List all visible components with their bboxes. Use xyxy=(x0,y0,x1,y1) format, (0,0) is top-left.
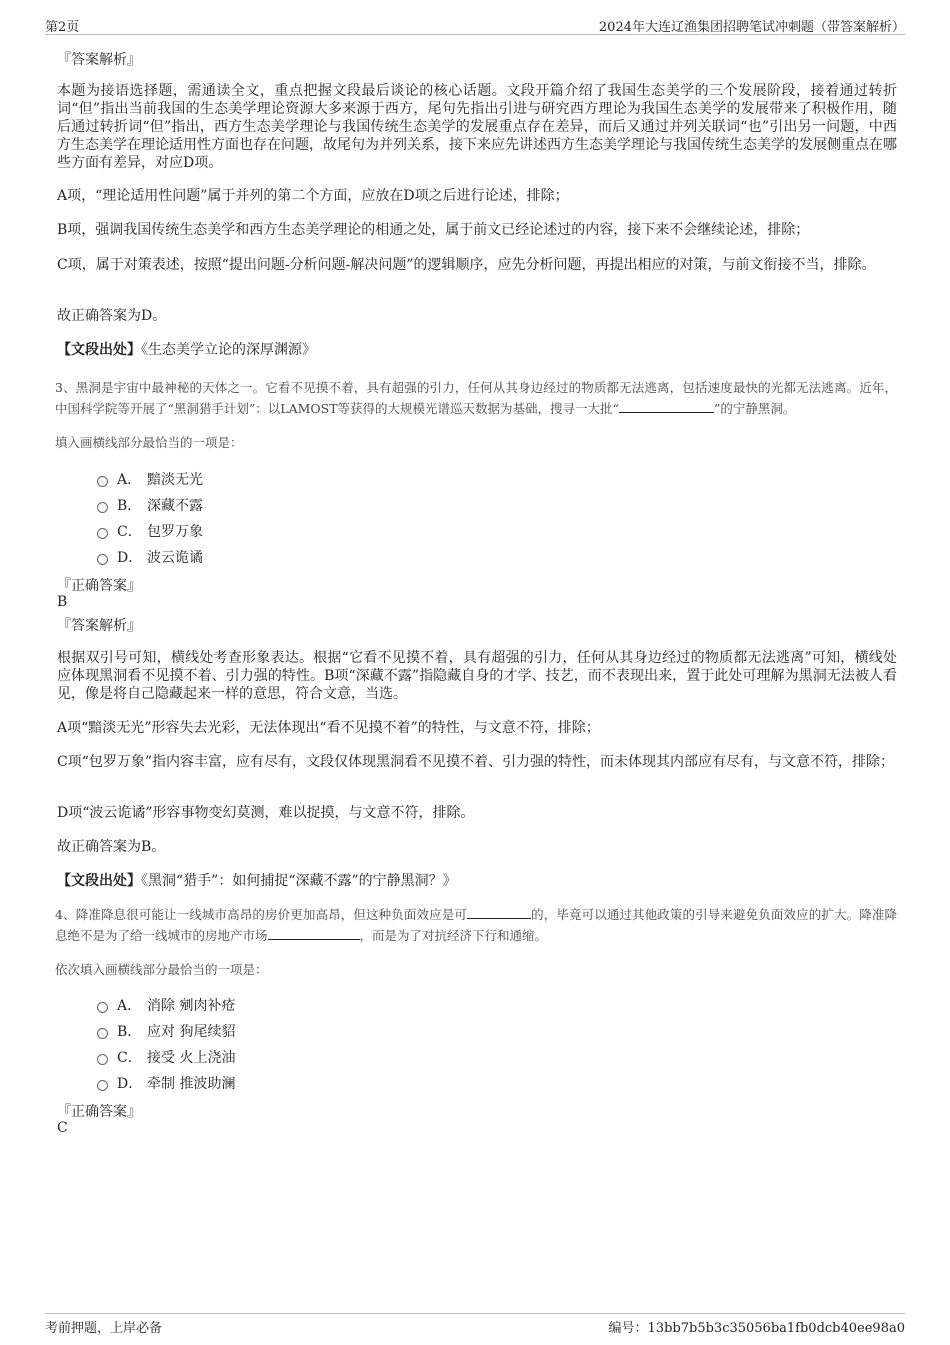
question-prompt: 依次填入画横线部分最恰当的一项是： xyxy=(55,962,268,977)
option-letter: D． xyxy=(117,550,143,566)
question-text: ”的宁静黑洞。 xyxy=(713,401,796,416)
analysis-paragraph: A项，“理论适用性问题”属于并列的第二个方面，应放在D项之后进行论述，排除； xyxy=(57,188,569,204)
source-label: 【文段出处】 xyxy=(57,873,141,889)
option-d[interactable] xyxy=(97,1073,235,1093)
analysis-paragraph: 根据双引号可知，横线处考查形象表达。根据“它看不见摸不着，具有超强的引力，任何从其身边经过的物质都无法逃离”可知，横线处应体现黑洞看不见摸不着、引力强的特性。B项“深藏不露”指隐藏自身的才学、技艺，而不表现出来，置于此处可理解为黑洞无法被人看见，像是将自己隐藏起来一样的意思，符合文意，当选。 xyxy=(57,650,897,702)
analysis-paragraph: D项“波云诡谲”形容事物变幻莫测，难以捉摸，与文意不符，排除。 xyxy=(57,805,475,821)
option-a[interactable] xyxy=(97,995,235,1015)
correct-answer: B xyxy=(57,594,68,610)
option-letter: C． xyxy=(117,524,142,540)
option-c[interactable] xyxy=(97,1047,235,1067)
option-c[interactable] xyxy=(97,521,203,541)
option-text: 包罗万象 xyxy=(147,524,203,540)
document-id: 编号：13bb7b5b3c35056ba1fb0dcb40ee98a0 xyxy=(608,1321,905,1336)
source-line xyxy=(57,341,897,359)
answer-conclusion: 故正确答案为D。 xyxy=(57,308,167,324)
option-d[interactable] xyxy=(97,547,203,567)
radio-icon[interactable] xyxy=(97,1028,108,1039)
option-text: 接受 火上浇油 xyxy=(147,1050,236,1066)
question-prompt: 填入画横线部分最恰当的一项是： xyxy=(55,435,243,450)
radio-icon[interactable] xyxy=(97,1054,108,1065)
option-letter: D． xyxy=(117,1076,143,1092)
option-text: 深藏不露 xyxy=(147,498,203,514)
radio-icon[interactable] xyxy=(97,528,108,539)
analysis-paragraph: 本题为接语选择题，需通读全文，重点把握文段最后谈论的核心话题。文段开篇介绍了我国生态美学的三个发展阶段，接着通过转折词“但”指出当前我国的生态美学理论资源大多来源于西方，尾句先指出引进与研究西方理论为我国生态美学的发展带来了积极作用，随后通过转折词“但”指出，西方生态美学理论与我国传统生态美学的发展重点存在差异，而后又通过并列关联词“也”引出另一问题，中西方生态美学在理论适用性方面也存在问题，故尾句为并列关系，接下来应先讲述西方生态美学理论与我国传统生态美学的发展侧重点在哪些方面有差异，对应D项。 xyxy=(57,83,897,171)
question-3-text xyxy=(55,377,897,419)
question-4-text xyxy=(55,904,897,946)
source-line xyxy=(57,872,897,890)
option-text: 牵制 推波助澜 xyxy=(147,1076,236,1092)
option-b[interactable] xyxy=(97,495,203,515)
page-footer xyxy=(45,1313,905,1337)
radio-icon[interactable] xyxy=(97,476,108,487)
analysis-paragraph: C项“包罗万象”指内容丰富，应有尽有，文段仅体现黑洞看不见摸不着、引力强的特性，而未体现其内部应有尽有，与文意不符，排除； xyxy=(57,754,895,770)
page-number: 第2页 xyxy=(45,20,80,35)
option-text: 应对 狗尾续貂 xyxy=(147,1024,236,1040)
source-label: 【文段出处】 xyxy=(57,342,141,358)
option-letter: B． xyxy=(117,498,142,514)
option-letter: A． xyxy=(117,998,142,1014)
radio-icon[interactable] xyxy=(97,502,108,513)
option-text: 消除 剜肉补疮 xyxy=(147,998,236,1014)
option-text: 黯淡无光 xyxy=(147,472,203,488)
correct-answer: C xyxy=(57,1120,68,1136)
fill-blank xyxy=(467,906,531,919)
option-b[interactable] xyxy=(97,1021,235,1041)
page-header xyxy=(45,14,905,35)
source-title: 《黑洞“猎手”：如何捕捉“深藏不露”的宁静黑洞？》 xyxy=(141,873,457,889)
analysis-paragraph: B项，强调我国传统生态美学和西方生态美学理论的相通之处，属于前文已经论述过的内容，接下来不会继续论述，排除； xyxy=(57,222,810,238)
question-text: 的，毕竟可以通过其他政策的引导来避免负面效应的扩大。降准降息绝不是为了给一线城市的房地产市场 xyxy=(55,907,897,943)
option-letter: A． xyxy=(117,472,142,488)
footer-slogan: 考前押题，上岸必备 xyxy=(45,1321,163,1336)
analysis-label: 『答案解析』 xyxy=(57,52,141,68)
question-text: ，而是为了对抗经济下行和通缩。 xyxy=(359,928,548,943)
analysis-label: 『答案解析』 xyxy=(57,618,141,634)
option-letter: B． xyxy=(117,1024,142,1040)
fill-blank xyxy=(619,400,714,413)
question-text: 4、降准降息很可能让一线城市高昂的房价更加高昂，但这种负面效应是可 xyxy=(55,907,467,922)
option-text: 波云诡谲 xyxy=(147,550,203,566)
document-title: 2024年大连辽渔集团招聘笔试冲刺题（带答案解析） xyxy=(598,20,905,35)
correct-answer-label: 『正确答案』 xyxy=(57,578,141,594)
option-letter: C． xyxy=(117,1050,142,1066)
correct-answer-label: 『正确答案』 xyxy=(57,1104,141,1120)
fill-blank xyxy=(268,927,360,940)
radio-icon[interactable] xyxy=(97,554,108,565)
analysis-paragraph: C项，属于对策表述，按照“提出问题-分析问题-解决问题”的逻辑顺序，应先分析问题，再提出相应的对策，与前文衔接不当，排除。 xyxy=(57,257,876,273)
question-text: 3、黑洞是宇宙中最神秘的天体之一。它看不见摸不着，具有超强的引力，任何从其身边经过的物质都无法逃离，包括速度最快的光都无法逃离。近年，中国科学院等开展了“黑洞猎手计划”：以LAMOST等获得的大规模光谱巡天数据为基础，搜寻一大批“ xyxy=(55,380,897,416)
analysis-paragraph: A项“黯淡无光”形容失去光彩，无法体现出“看不见摸不着”的特性，与文意不符，排除； xyxy=(57,720,600,736)
answer-conclusion: 故正确答案为B。 xyxy=(57,839,166,855)
option-a[interactable] xyxy=(97,469,203,489)
radio-icon[interactable] xyxy=(97,1002,108,1013)
source-title: 《生态美学立论的深厚渊源》 xyxy=(141,342,316,358)
radio-icon[interactable] xyxy=(97,1080,108,1091)
